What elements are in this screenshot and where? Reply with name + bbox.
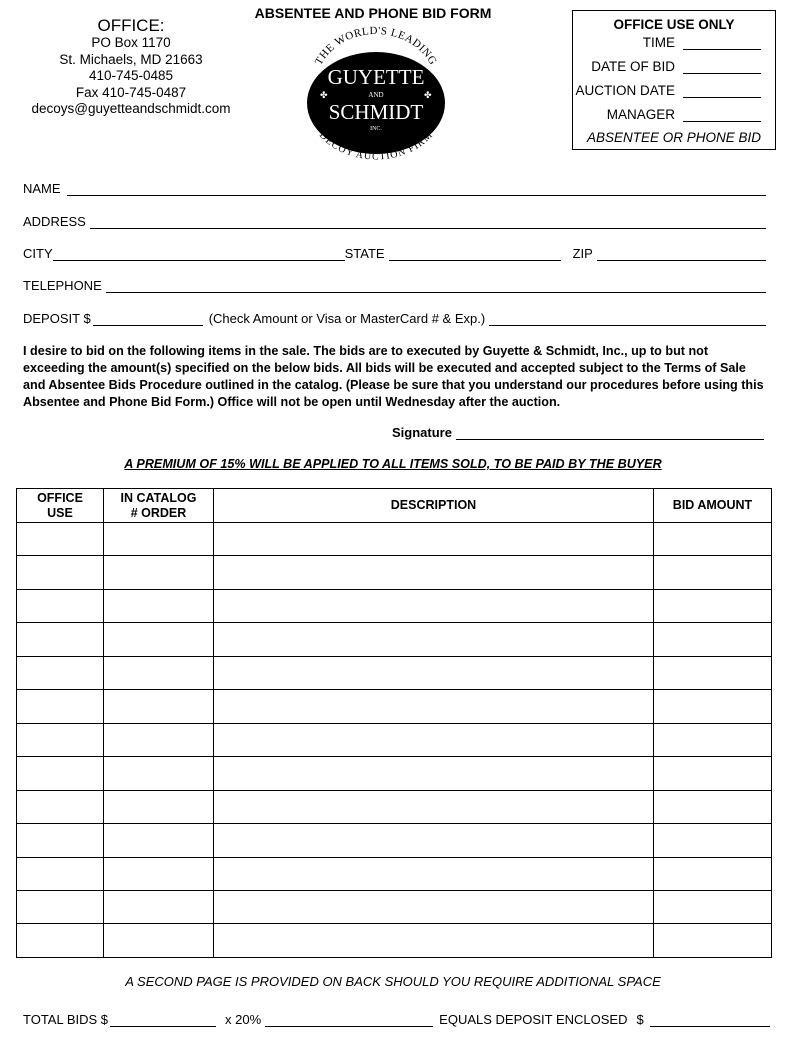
table-row (17, 589, 772, 622)
office-heading: OFFICE: (97, 16, 165, 35)
office-use-time-row (643, 35, 761, 50)
table-row (17, 924, 772, 958)
bid-amount-cell[interactable] (654, 790, 772, 823)
telephone-field[interactable] (106, 280, 766, 293)
table-row (17, 824, 772, 857)
bid-amount-cell[interactable] (654, 824, 772, 857)
office-use-cell[interactable] (17, 656, 104, 689)
office-use-time-label: TIME (642, 35, 675, 50)
totals-row (23, 1012, 773, 1027)
office-use-auction-line[interactable] (683, 85, 761, 98)
bid-amount-cell[interactable] (654, 523, 772, 556)
bid-table (16, 488, 772, 958)
catalog-order-cell[interactable] (104, 523, 214, 556)
city-label: CITY (23, 246, 53, 261)
telephone-row (23, 278, 766, 293)
second-page-note: A SECOND PAGE IS PROVIDED ON BACK SHOULD YOU REQUIRE ADDITIONAL SPACE (125, 974, 661, 989)
header-catalog-order-line2: # ORDER (130, 505, 187, 520)
office-use-cell[interactable] (17, 690, 104, 723)
deposit-label: DEPOSIT $ (23, 311, 91, 326)
logo-arc-top: THE WORLD'S LEADING (312, 26, 440, 68)
logo-inc: INC. (370, 126, 382, 132)
table-row (17, 623, 772, 656)
office-email: decoys@guyetteandschmidt.com (31, 101, 231, 116)
catalog-order-cell[interactable] (104, 857, 214, 890)
name-label: NAME (23, 181, 61, 196)
deposit-card-field[interactable] (489, 313, 766, 326)
description-cell[interactable] (214, 523, 654, 556)
bid-amount-cell[interactable] (654, 589, 772, 622)
agreement-text: I desire to bid on the following items in the sale. The bids are to executed by Guyette & Schmidt, Inc., up to but not exceeding the amount(s) specified on the below bids. All bids will be executed and accepted subject to the Terms of Sale and Absentee Bids Procedure outlined in the catalog. (Please be sure that you understand our procedures before using this Absentee and Phone Bid Form.) Office will not be open until Wednesday after the auction. (23, 344, 764, 409)
office-use-time-line[interactable] (683, 37, 761, 50)
catalog-order-cell[interactable] (104, 656, 214, 689)
table-row (17, 523, 772, 556)
table-row (17, 857, 772, 890)
zip-label: ZIP (572, 246, 593, 261)
catalog-order-cell[interactable] (104, 589, 214, 622)
bid-amount-cell[interactable] (654, 690, 772, 723)
header-description: DESCRIPTION (214, 489, 654, 523)
total-bids-field[interactable] (110, 1014, 216, 1027)
office-use-cell[interactable] (17, 757, 104, 790)
city-field[interactable] (53, 248, 345, 261)
guyette-schmidt-logo (300, 26, 452, 160)
catalog-order-cell[interactable] (104, 890, 214, 923)
address-field[interactable] (90, 216, 766, 229)
deposit-enclosed-field[interactable] (650, 1014, 770, 1027)
city-state-zip-row (23, 246, 766, 261)
office-address-block (20, 16, 242, 118)
office-phone: 410-745-0485 (88, 68, 174, 83)
description-cell[interactable] (214, 723, 654, 756)
logo-and: AND (368, 91, 384, 99)
logo-name-schmidt: SCHMIDT (328, 100, 424, 124)
office-use-date-row (591, 59, 761, 74)
office-use-date-label: DATE OF BID (591, 59, 675, 74)
bid-amount-cell[interactable] (654, 723, 772, 756)
catalog-order-cell[interactable] (104, 690, 214, 723)
header-bid-amount: BID AMOUNT (654, 489, 772, 523)
table-header-row (17, 489, 772, 523)
multiplier-result-field[interactable] (265, 1014, 433, 1027)
table-row (17, 556, 772, 589)
address-label: ADDRESS (23, 214, 86, 229)
state-label: STATE (344, 246, 385, 261)
signature-label: Signature (392, 425, 452, 440)
deposit-row (23, 311, 766, 326)
description-cell[interactable] (214, 589, 654, 622)
signature-row (392, 425, 764, 440)
telephone-label: TELEPHONE (23, 278, 102, 293)
bid-table-body (17, 523, 772, 958)
office-use-manager-line[interactable] (683, 109, 761, 122)
office-use-cell[interactable] (17, 857, 104, 890)
description-cell[interactable] (214, 790, 654, 823)
logo-name-guyette: GUYETTE (327, 65, 425, 89)
table-row (17, 757, 772, 790)
office-use-cell[interactable] (17, 824, 104, 857)
multiplier-label: x 20% (225, 1012, 262, 1027)
office-fax: Fax 410-745-0487 (75, 84, 187, 100)
description-cell[interactable] (214, 623, 654, 656)
signature-field[interactable] (456, 427, 764, 440)
deposit-dollar-sign: $ (636, 1012, 644, 1027)
office-use-heading: OFFICE USE ONLY (613, 17, 735, 32)
office-use-cell[interactable] (17, 556, 104, 589)
header-office-use-line2: USE (47, 505, 73, 520)
office-use-manager-label: MANAGER (606, 107, 675, 122)
office-use-box (572, 10, 776, 150)
catalog-order-cell[interactable] (104, 623, 214, 656)
description-cell[interactable] (214, 857, 654, 890)
equals-deposit-label: EQUALS DEPOSIT ENCLOSED (439, 1012, 628, 1027)
office-use-footer: ABSENTEE OR PHONE BID (586, 130, 762, 145)
catalog-order-cell[interactable] (104, 757, 214, 790)
office-po-box: PO Box 1170 (91, 35, 171, 50)
office-use-manager-row (607, 107, 761, 122)
bid-amount-cell[interactable] (654, 890, 772, 923)
office-use-cell[interactable] (17, 723, 104, 756)
name-row (23, 181, 766, 196)
header-catalog-order-line1: IN CATALOG (120, 490, 197, 505)
fleur-right-icon: ✤ (424, 90, 432, 100)
description-cell[interactable] (214, 656, 654, 689)
office-use-cell[interactable] (17, 790, 104, 823)
form-title: ABSENTEE AND PHONE BID FORM (254, 5, 492, 21)
deposit-amount-field[interactable] (93, 313, 203, 326)
office-use-auction-label: AUCTION DATE (575, 83, 675, 98)
office-use-date-line[interactable] (683, 61, 761, 74)
name-field[interactable] (67, 183, 766, 196)
state-field[interactable] (389, 248, 561, 261)
header-office-use-line1: OFFICE (37, 490, 83, 505)
description-cell[interactable] (214, 757, 654, 790)
table-row (17, 723, 772, 756)
table-row (17, 656, 772, 689)
office-use-cell[interactable] (17, 924, 104, 958)
office-use-cell[interactable] (17, 890, 104, 923)
office-use-cell[interactable] (17, 523, 104, 556)
office-city-state: St. Michaels, MD 21663 (59, 51, 203, 67)
premium-notice: A PREMIUM OF 15% WILL BE APPLIED TO ALL ITEMS SOLD, TO BE PAID BY THE BUYER (124, 457, 662, 471)
description-cell[interactable] (214, 824, 654, 857)
bid-amount-cell[interactable] (654, 924, 772, 958)
catalog-order-cell[interactable] (104, 924, 214, 958)
table-row (17, 790, 772, 823)
bid-amount-cell[interactable] (654, 656, 772, 689)
description-cell[interactable] (214, 924, 654, 958)
table-row (17, 890, 772, 923)
office-use-cell[interactable] (17, 589, 104, 622)
office-use-auction-row (575, 83, 761, 98)
catalog-order-cell[interactable] (104, 790, 214, 823)
logo-arc-bottom: DECOY AUCTION FIRM (316, 129, 436, 160)
description-cell[interactable] (214, 556, 654, 589)
description-cell[interactable] (214, 690, 654, 723)
table-row (17, 690, 772, 723)
address-row (23, 214, 766, 229)
catalog-order-cell[interactable] (104, 556, 214, 589)
deposit-note: (Check Amount or Visa or MasterCard # & Exp.) (208, 311, 486, 326)
office-use-cell[interactable] (17, 623, 104, 656)
bid-amount-cell[interactable] (654, 556, 772, 589)
catalog-order-cell[interactable] (104, 824, 214, 857)
bid-amount-cell[interactable] (654, 857, 772, 890)
header-catalog-order (104, 489, 214, 523)
zip-field[interactable] (597, 248, 766, 261)
total-bids-label: TOTAL BIDS $ (23, 1012, 109, 1027)
header-office-use (17, 489, 104, 523)
description-cell[interactable] (214, 890, 654, 923)
catalog-order-cell[interactable] (104, 723, 214, 756)
bid-amount-cell[interactable] (654, 623, 772, 656)
fleur-left-icon: ✤ (320, 90, 328, 100)
bid-amount-cell[interactable] (654, 757, 772, 790)
